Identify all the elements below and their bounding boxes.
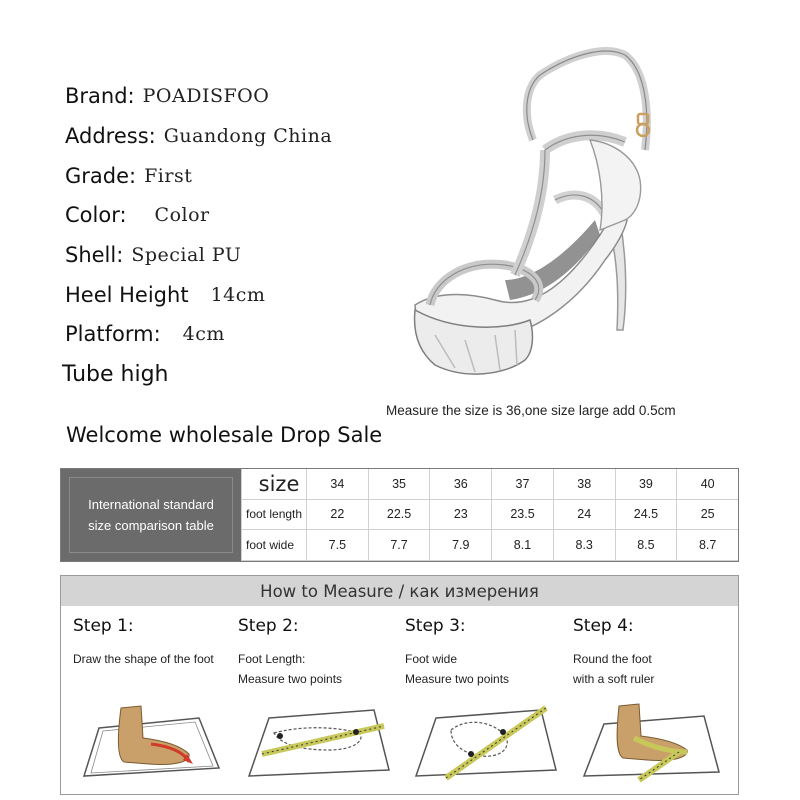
size-cell: 37 xyxy=(491,469,553,500)
ruler-width-icon xyxy=(411,688,561,783)
spec-brand xyxy=(65,78,269,114)
foot-wide-cell: 7.5 xyxy=(306,530,368,561)
size-cell: 38 xyxy=(553,469,615,500)
step-desc: Draw the shape of the foot xyxy=(73,652,214,666)
size-cell: 40 xyxy=(676,469,738,500)
spec-platform xyxy=(65,316,225,352)
size-cell: 34 xyxy=(306,469,368,500)
size-cell: 35 xyxy=(368,469,430,500)
spec-shell xyxy=(65,237,241,273)
spec-label: Shell: xyxy=(65,243,124,267)
spec-grade xyxy=(65,158,192,194)
step-2 xyxy=(238,616,404,786)
step-title: Step 3: xyxy=(405,616,466,636)
product-sandal-image xyxy=(395,30,695,400)
step-desc: Foot Length: xyxy=(238,652,306,666)
size-cell: 39 xyxy=(615,469,677,500)
step-desc: Round the foot xyxy=(573,652,652,666)
foot-wide-row-label: foot wide xyxy=(241,530,306,561)
step-desc: Foot wide xyxy=(405,652,458,666)
foot-length-cell: 23.5 xyxy=(491,500,553,531)
step-3 xyxy=(405,616,571,786)
step-4 xyxy=(573,616,739,786)
how-to-measure-title: How to Measure / как измерения xyxy=(61,576,738,606)
measure-note: Measure the size is 36,one size large add 0.5cm xyxy=(386,403,676,418)
tube-high-label: Tube high xyxy=(62,362,169,387)
size-row-label: size xyxy=(241,469,306,500)
foot-wide-cell: 8.1 xyxy=(491,530,553,561)
spec-label: Address: xyxy=(65,124,156,148)
spec-label: Grade: xyxy=(65,164,137,188)
how-to-measure-panel xyxy=(60,575,739,795)
step-desc: Measure two points xyxy=(405,672,510,686)
spec-address xyxy=(65,118,332,154)
spec-label: Platform: xyxy=(65,322,161,346)
foot-wide-cell: 7.7 xyxy=(368,530,430,561)
foot-length-cell: 24 xyxy=(553,500,615,531)
foot-wide-cell: 8.7 xyxy=(676,530,738,561)
step-title: Step 1: xyxy=(73,616,134,636)
soft-ruler-icon xyxy=(579,688,729,783)
spec-heel-height xyxy=(65,277,265,313)
spec-color xyxy=(65,197,210,233)
foot-wide-cell: 8.5 xyxy=(615,530,677,561)
step-title: Step 4: xyxy=(573,616,634,636)
step-1 xyxy=(73,616,239,786)
spec-value: 14cm xyxy=(210,284,266,306)
ruler-length-icon xyxy=(244,688,394,783)
spec-value: Special PU xyxy=(131,244,242,266)
size-table-header-panel xyxy=(61,469,241,561)
spec-label: Heel Height xyxy=(65,283,189,307)
foot-length-cell: 23 xyxy=(429,500,491,531)
spec-value: 4cm xyxy=(182,323,225,345)
spec-value: POADISFOO xyxy=(142,85,270,107)
foot-on-paper-icon xyxy=(79,688,229,783)
spec-label: Color: xyxy=(65,203,127,227)
foot-length-cell: 25 xyxy=(676,500,738,531)
foot-wide-cell: 7.9 xyxy=(429,530,491,561)
foot-length-row-label: foot length xyxy=(241,500,306,531)
size-table-title-line1: International standard xyxy=(88,497,214,512)
foot-wide-cell: 8.3 xyxy=(553,530,615,561)
size-table-grid xyxy=(241,469,738,561)
spec-value: Guandong China xyxy=(163,125,333,147)
spec-value: First xyxy=(144,165,193,187)
foot-length-cell: 24.5 xyxy=(615,500,677,531)
foot-length-cell: 22 xyxy=(306,500,368,531)
size-comparison-table xyxy=(60,468,739,562)
step-title: Step 2: xyxy=(238,616,299,636)
step-desc: with a soft ruler xyxy=(573,672,655,686)
welcome-heading: Welcome wholesale Drop Sale xyxy=(66,423,383,447)
foot-length-cell: 22.5 xyxy=(368,500,430,531)
size-cell: 36 xyxy=(429,469,491,500)
size-table-title-line2: size comparison table xyxy=(88,518,214,533)
spec-label: Brand: xyxy=(65,84,135,108)
step-desc: Measure two points xyxy=(238,672,343,686)
spec-value: Color xyxy=(154,204,210,226)
